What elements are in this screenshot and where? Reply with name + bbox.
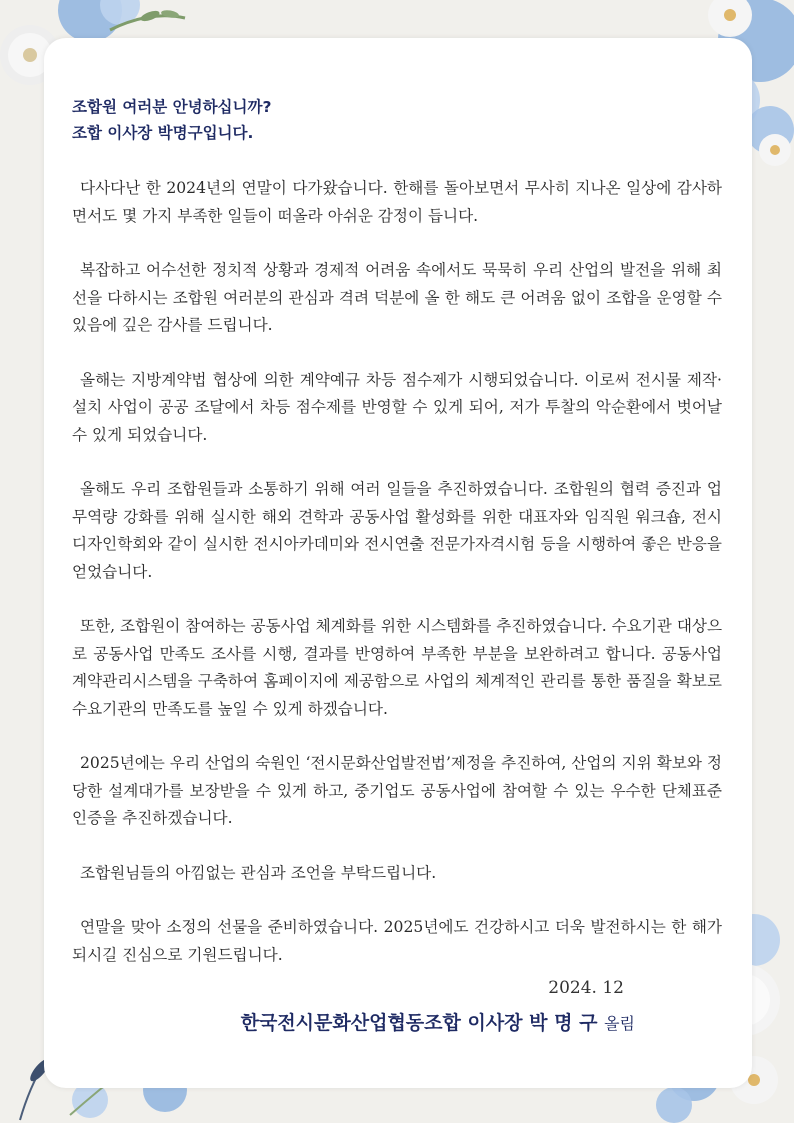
- paragraph: 올해는 지방계약법 협상에 의한 계약예규 차등 점수제가 시행되었습니다. 이로써 전시물 제작·설치 사업이 공공 조달에서 차등 점수제를 반영할 수 있게 되어, 저가 투찰의 악순환에서 벗어날 수 있게 되었습니다.: [72, 370, 722, 444]
- signature-name: 한국전시문화산업협동조합 이사장 박 명 구: [240, 1012, 598, 1034]
- signature-line: [100, 1008, 635, 1035]
- paragraph: 또한, 조합원이 참여하는 공동사업 체계화를 위한 시스템화를 추진하였습니다. 수요기관 대상으로 공동사업 만족도 조사를 시행, 결과를 반영하여 부족한 부분을 보완하려고 합니다. 공동사업 계약관리시스템을 구축하여 홈페이지에 제공함으로 사업의 체계적인 관리를 통한 품질을 확보로 수요기관의 만족도를 높일 수 있게 하겠습니다.: [72, 617, 723, 718]
- paragraph: 2025년에는 우리 산업의 숙원인 ‘전시문화산업발전법’제정을 추진하여, 산업의 지위 확보와 정당한 설계대가를 보장받을 수 있게 하고, 중기업도 공동사업에 참여할 수 있는 우수한 단체표준인증을 추진하겠습니다.: [72, 754, 722, 827]
- greeting-block: [72, 94, 712, 146]
- letter-date: 2024. 12: [548, 978, 624, 998]
- white-daisy-icon: [759, 134, 791, 166]
- signature-suffix: 올림: [604, 1014, 635, 1033]
- paragraph: 복잡하고 어수선한 정치적 상황과 경제적 어려움 속에서도 묵묵히 우리 산업의 발전을 위해 최선을 다하시는 조합원 여러분의 관심과 격려 덕분에 올 한 해도 큰 어려움 없이 조합을 운영할 수 있음에 깊은 감사를 드립니다.: [72, 261, 722, 334]
- paragraph: 조합원님들의 아낌없는 관심과 조언을 부탁드립니다.: [80, 863, 437, 882]
- letter-body: [72, 175, 722, 996]
- paragraph: 다사다난 한 2024년의 연말이 다가왔습니다. 한해를 돌아보면서 무사히 지나온 일상에 감사하면서도 몇 가지 부족한 일들이 떠올라 아쉬운 감정이 듭니다.: [72, 179, 722, 225]
- greeting-line: 조합 이사장 박명구입니다.: [72, 124, 254, 142]
- paragraph: 올해도 우리 조합원들과 소통하기 위해 여러 일들을 추진하였습니다. 조합원의 협력 증진과 업무역량 강화를 위해 실시한 해외 견학과 공동사업 활성화를 위한 대표자와 임직원 워크숍, 전시디자인학회와 같이 실시한 전시아카데미와 전시연출 전문가자격시험 등을 시행하여 좋은 반응을 얻었습니다.: [72, 480, 722, 581]
- greeting-line: 조합원 여러분 안녕하십니까?: [72, 98, 272, 116]
- paragraph: 연말을 맞아 소정의 선물을 준비하였습니다. 2025년에도 건강하시고 더욱 발전하시는 한 해가 되시길 진심으로 기원드립니다.: [72, 918, 722, 964]
